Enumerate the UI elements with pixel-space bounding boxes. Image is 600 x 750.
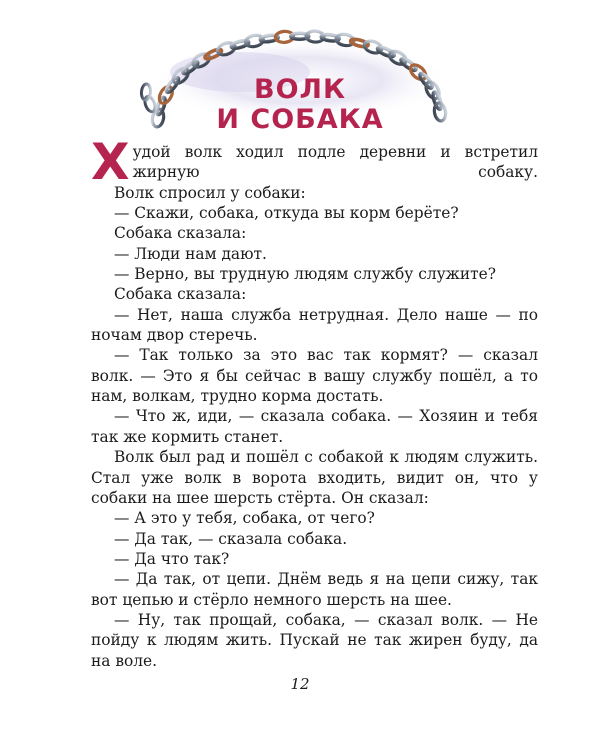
story-paragraph: Собака сказала:	[114, 224, 247, 243]
story-paragraph: Собака сказала:	[114, 285, 247, 304]
story-paragraph	[91, 133, 538, 191]
drop-cap-letter: Х	[91, 133, 130, 191]
story-paragraph: Волк был рад и пошёл с собакой к людям служить. Стал уже волк в ворота входить, видит он, что у собаки на шее шерсть стёрта. Он сказал:	[91, 448, 538, 507]
story-title-line-2: И СОБАКА	[216, 104, 384, 135]
header	[0, 0, 600, 140]
story-paragraph: — Ну, так прощай, собака, — сказал волк. — Не пойду к людям жить. Пускай не так жирен буду, да на воле.	[91, 610, 538, 670]
story-paragraph: — Верно, вы трудную людям службу служите?	[114, 265, 496, 284]
story-title-line-1: ВОЛК	[253, 74, 347, 105]
story-text	[91, 133, 538, 671]
story-paragraph: — Да так, от цепи. Днём ведь я на цепи сижу, так вот цепью и стёрло немного шерсть на шее.	[91, 570, 538, 609]
story-paragraph-text: удой волк ходил подле деревни и встретил жирную собаку.	[132, 143, 538, 182]
page-number: 12	[290, 675, 310, 693]
story-paragraph: — Люди нам дают.	[114, 244, 267, 263]
story-paragraph: — Так только за это вас так кормят? — сказал волк. — Это я бы сейчас в вашу службу пошёл, а то нам, волкам, трудно корма достать.	[91, 346, 538, 406]
story-paragraph: — Нет, наша служба нетрудная. Дело наше — по ночам двор стеречь.	[91, 305, 538, 345]
story-paragraph: Волк спросил у собаки:	[114, 183, 306, 202]
story-paragraph: — Скажи, собака, откуда вы корм берёте?	[114, 204, 459, 223]
story-paragraph: — Что ж, иди, — сказала собака. — Хозяин и тебя так же кормить станет.	[91, 407, 538, 446]
story-paragraph: — Да так, — сказала собака.	[114, 529, 348, 548]
story-paragraph: — А это у тебя, собака, от чего?	[114, 509, 375, 528]
story-paragraph: — Да что так?	[114, 549, 230, 568]
